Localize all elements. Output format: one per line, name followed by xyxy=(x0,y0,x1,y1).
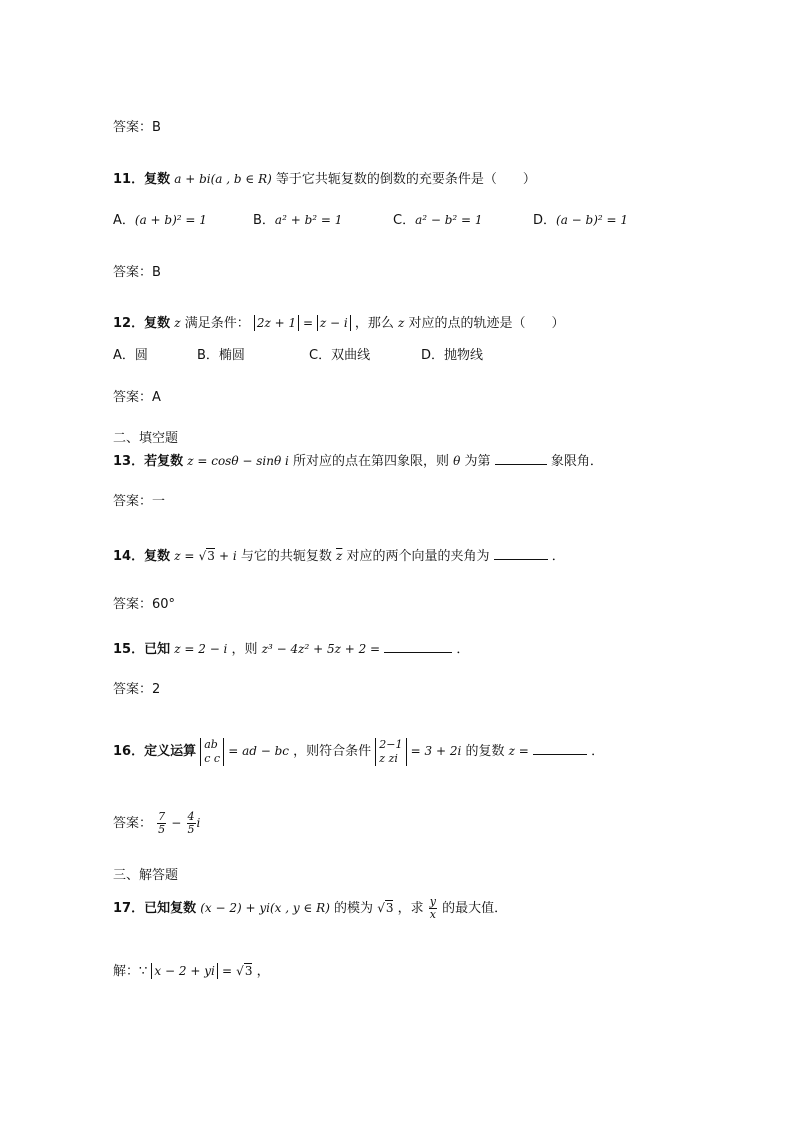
answer-16: 答案： $\frac{7}{5}$ − $\frac{4}{5}$ i xyxy=(113,810,201,836)
q15-expr2: z³ − 4z² + 5z + 2 = xyxy=(261,642,381,656)
q13-tail-post: 象限角． xyxy=(550,454,603,469)
q13-number: 13．若复数 xyxy=(113,454,184,469)
q12-mid: ，那么 xyxy=(354,316,394,331)
solution-17: 解：∵ x − 2 + yi = √3 ， xyxy=(113,964,270,979)
q12-option-d: D．抛物线 xyxy=(421,348,484,363)
q11-expr: a + bi(a , b ∈ R) xyxy=(174,172,272,186)
q16-det2: 2−1 z zi xyxy=(375,738,406,766)
q13-expr: z = cosθ − sinθ i xyxy=(187,454,289,468)
q11-option-c: C．a² − b² = 1 xyxy=(393,213,483,228)
q12-number: 12．复数 xyxy=(113,316,171,331)
solution-sqrt: √3 xyxy=(236,964,253,978)
question-15: 15．已知 z = 2 − i ，则 z³ − 4z² + 5z + 2 = ． xyxy=(113,639,469,659)
q17-number: 17．已知复数 xyxy=(113,901,197,916)
q15-number: 15．已知 xyxy=(113,642,171,657)
q12-rhs: z − i xyxy=(317,315,351,331)
question-16: 16．定义运算 ab c c = ad − bc ，则符合条件 2−1 z zi = 3 + 2i 的复数 z = ． xyxy=(113,737,605,765)
q11-stem: 等于它共轭复数的倒数的充要条件是（ ） xyxy=(275,172,536,187)
q14-blank[interactable] xyxy=(494,546,548,560)
q16-blank[interactable] xyxy=(533,741,587,755)
question-14: 14．复数 z = √3 + i 与它的共轭复数 $\overline{z}$ 对应的两个向量的夹角为 ． xyxy=(113,546,565,566)
q16-number: 16．定义运算 xyxy=(113,744,197,759)
q17-frac: $\frac{y}{x}$ xyxy=(429,895,436,921)
q13-mid: 所对应的点在第四象限，则 xyxy=(293,454,450,469)
q12-lhs: 2z + 1 xyxy=(254,315,299,331)
q12-option-c: C．双曲线 xyxy=(309,348,371,363)
solution-abs: x − 2 + yi xyxy=(151,963,217,979)
q11-option-d: D．(a − b)² = 1 xyxy=(533,213,629,228)
question-12: 12．复数 z 满足条件： 2z + 1 = z − i ，那么 z 对应的点的轨迹是（ ） xyxy=(113,316,565,331)
answer-10: 答案：B xyxy=(113,120,161,135)
q12-cond-label: 满足条件： xyxy=(184,316,250,331)
q12-option-b: B．椭圆 xyxy=(197,348,245,363)
section-2-heading: 二、填空题 xyxy=(113,431,179,446)
q11-number: 11．复数 xyxy=(113,172,171,187)
q12-option-a: A．圆 xyxy=(113,348,148,363)
q11-option-b: B．a² + b² = 1 xyxy=(253,213,343,228)
q12-var: z xyxy=(174,316,181,330)
q16-answer-frac1: $\frac{7}{5}$ xyxy=(158,810,166,836)
answer-15: 答案：2 xyxy=(113,682,161,697)
q13-tail-pre: 为第 xyxy=(464,454,491,469)
q14-zbar: $\overline{z}$ xyxy=(336,549,343,563)
answer-13: 答案：一 xyxy=(113,494,166,509)
question-13: 13．若复数 z = cosθ − sinθ i 所对应的点在第四象限，则 θ 为第 象限角． xyxy=(113,451,603,471)
q16-rhs2: = 3 + 2i xyxy=(410,744,462,758)
section-3-heading: 三、解答题 xyxy=(113,868,179,883)
answer-11: 答案：B xyxy=(113,265,161,280)
q17-expr: (x − 2) + yi(x , y ∈ R) xyxy=(200,901,330,915)
q15-expr1: z = 2 − i xyxy=(174,642,228,656)
q16-rhs1: = ad − bc xyxy=(228,744,289,758)
question-11 xyxy=(113,170,536,189)
q11-option-a: A．(a + b)² = 1 xyxy=(113,213,207,228)
q14-tail: 对应的两个向量的夹角为 xyxy=(346,549,490,564)
q15-blank[interactable] xyxy=(384,639,452,653)
q13-blank[interactable] xyxy=(495,451,547,465)
answer-14: 答案：60° xyxy=(113,597,176,612)
q16-answer-frac2: $\frac{4}{5}$ xyxy=(187,810,195,836)
question-17: 17．已知复数 (x − 2) + yi(x , y ∈ R) 的模为 √3 ，求 $\frac{y}{x}$ 的最大值． xyxy=(113,890,507,927)
q14-number: 14．复数 xyxy=(113,549,171,564)
q12-tail: 对应的点的轨迹是（ ） xyxy=(408,316,565,331)
q17-sqrt: √3 xyxy=(377,901,394,915)
q14-mid: 与它的共轭复数 xyxy=(240,549,332,564)
answer-12: 答案：A xyxy=(113,390,161,405)
q16-det1: ab c c xyxy=(200,738,224,766)
q14-sqrt: √3 xyxy=(198,549,215,563)
